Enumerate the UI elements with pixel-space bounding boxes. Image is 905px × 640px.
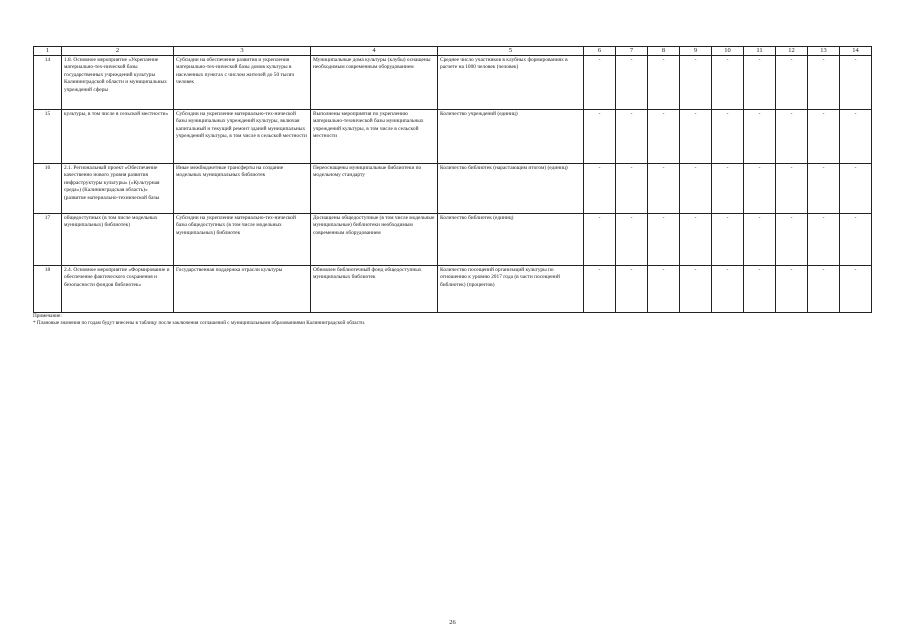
value-cell: -: [712, 214, 744, 266]
value-cell: -: [648, 110, 680, 164]
table-row: [34, 56, 872, 110]
value-cell: -: [680, 164, 712, 214]
value-cell: -: [648, 56, 680, 110]
value-cell: -: [648, 164, 680, 214]
table-row: [34, 214, 872, 266]
value-cell: -: [776, 266, 808, 313]
value-cell: -: [808, 110, 840, 164]
measure-cell: культуры, в том числе в сельской местности»: [62, 110, 174, 164]
program-table: [33, 46, 872, 313]
value-cell: -: [648, 266, 680, 313]
table-row: [34, 164, 872, 214]
value-cell: -: [648, 214, 680, 266]
column-header: 9: [680, 47, 712, 56]
value-cell: -: [680, 214, 712, 266]
value-cell: -: [584, 110, 616, 164]
indicator-cell: Количество библиотек (нарастающим итогом) (единиц): [438, 164, 584, 214]
value-cell: -: [616, 214, 648, 266]
value-cell: -: [840, 164, 872, 214]
value-cell: -: [840, 214, 872, 266]
result-cell: Выполнены мероприятия по укреплению материально-технической базы муниципальных учреждений культуры, в том числе в сельской местности: [311, 110, 438, 164]
value-cell: -: [744, 56, 776, 110]
value-cell: -: [776, 56, 808, 110]
value-cell: -: [744, 110, 776, 164]
funding-cell: Государственная поддержка отрасли культуры: [174, 266, 311, 313]
value-cell: -: [584, 56, 616, 110]
result-cell: Доснащены общедоступные (в том числе модельные муниципальные) библиотеки необходимым современным оборудованием: [311, 214, 438, 266]
indicator-cell: Количество посещений организаций культуры по отношению к уровню 2017 года (в части посещений библиотек) (процентов): [438, 266, 584, 313]
value-cell: -: [712, 266, 744, 313]
row-number: 15: [34, 110, 62, 164]
column-header: 4: [311, 47, 438, 56]
value-cell: -: [680, 266, 712, 313]
result-cell: Муниципальные дома культуры (клубы) оснащены необходимым современным оборудованием: [311, 56, 438, 110]
measure-cell: 1.8. Основное мероприятие «Укрепление материально-тех-нической базы государственных учреждений культуры Калининградской области и муниципальных учреждений сферы: [62, 56, 174, 110]
funding-cell: Иные межбюджетные трансферты на создание модельных муниципальных библиотек: [174, 164, 311, 214]
column-header: 3: [174, 47, 311, 56]
measure-cell: 2.1. Региональный проект «Обеспечение качественно нового уровня развития инфраструктуры культуры» («Культурная среда») (Калининградская область)» (развитие материально-технической базы: [62, 164, 174, 214]
indicator-cell: Количество библиотек (единиц): [438, 214, 584, 266]
value-cell: -: [616, 266, 648, 313]
value-cell: -: [808, 214, 840, 266]
value-cell: -: [680, 110, 712, 164]
value-cell: -: [776, 214, 808, 266]
footnote-title: Примечание:: [33, 313, 62, 319]
column-header: 6: [584, 47, 616, 56]
table-row: [34, 266, 872, 313]
column-header: 14: [840, 47, 872, 56]
column-header: 11: [744, 47, 776, 56]
value-cell: -: [712, 164, 744, 214]
footnote: [33, 313, 365, 327]
page-number: 26: [449, 619, 456, 626]
value-cell: -: [680, 56, 712, 110]
value-cell: -: [584, 214, 616, 266]
measure-cell: 2.4. Основное мероприятие «Формирование и обеспечение фактического сохранения и безопасности фондов библиотек»: [62, 266, 174, 313]
column-header: 10: [712, 47, 744, 56]
column-header: 1: [34, 47, 62, 56]
funding-cell: Субсидии на обеспечение развития и укрепления материально-тех-нической базы домов культуры в населенных пунктах с числом жителей до 50 тысяч человек: [174, 56, 311, 110]
value-cell: -: [840, 56, 872, 110]
value-cell: -: [712, 110, 744, 164]
column-header: 2: [62, 47, 174, 56]
value-cell: -: [616, 164, 648, 214]
row-number: 17: [34, 214, 62, 266]
value-cell: -: [808, 164, 840, 214]
value-cell: -: [744, 214, 776, 266]
column-header: 12: [776, 47, 808, 56]
row-number: 18: [34, 266, 62, 313]
footnote-text: * Плановые значения по годам будут внесены в таблицу после заключения соглашений с муниципальными образованиями Калининградской области.: [33, 320, 366, 326]
funding-cell: Субсидии на укрепление материально-тех-нической базы общедоступных (в том числе модельных муниципальных) библиотек: [174, 214, 311, 266]
funding-cell: Субсидии на укрепление материально-тех-нической базы муниципальных учреждений культуры, включая капитальный и текущий ремонт зданий муниципальных учреждений культуры, в том числе в сельской местности: [174, 110, 311, 164]
column-header: 5: [438, 47, 584, 56]
value-cell: -: [776, 164, 808, 214]
value-cell: -: [776, 110, 808, 164]
row-number: 16: [34, 164, 62, 214]
value-cell: -: [744, 266, 776, 313]
value-cell: -: [712, 56, 744, 110]
value-cell: -: [840, 110, 872, 164]
result-cell: Переоснащены муниципальные библиотеки по модельному стандарту: [311, 164, 438, 214]
value-cell: -: [616, 56, 648, 110]
value-cell: -: [808, 266, 840, 313]
value-cell: -: [840, 266, 872, 313]
measure-cell: общедоступных (в том числе модельных муниципальных) библиотек): [62, 214, 174, 266]
value-cell: -: [616, 110, 648, 164]
value-cell: -: [584, 266, 616, 313]
column-header: 13: [808, 47, 840, 56]
row-number: 14: [34, 56, 62, 110]
value-cell: -: [744, 164, 776, 214]
column-header: 8: [648, 47, 680, 56]
value-cell: -: [808, 56, 840, 110]
value-cell: -: [584, 164, 616, 214]
column-header: 7: [616, 47, 648, 56]
result-cell: Обновлен библиотечный фонд общедоступных муниципальных библиотек: [311, 266, 438, 313]
indicator-cell: Среднее число участников в клубных формированиях в расчете на 1000 человек (человек): [438, 56, 584, 110]
indicator-cell: Количество учреждений (единиц): [438, 110, 584, 164]
table-row: [34, 110, 872, 164]
header-row: [34, 47, 872, 56]
